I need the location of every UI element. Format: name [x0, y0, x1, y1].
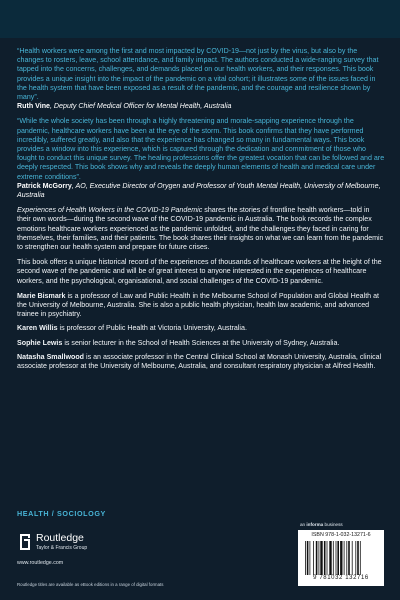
ebook-note: Routledge titles are available as eBook editions in a range of digital formats [17, 582, 164, 587]
endorser-name-2: Patrick McGorry [17, 181, 72, 190]
author-name: Natasha Smallwood [17, 352, 85, 361]
endorser-name-1: Ruth Vine [17, 102, 50, 111]
routledge-logo-icon [17, 532, 33, 552]
informa-brand: informa [306, 522, 324, 527]
author-bio-text: is an associate professor in the Central Clinical School at Monash University, Australia, clinical associate professor at the University of Melbourne, Australia, and consultant respiratory physician at Alfred Health. [17, 352, 382, 371]
author-bio-text: is senior lecturer in the School of Health Sciences at the University of Sydney, Australia. [62, 338, 340, 347]
subject-category: HEALTH / SOCIOLOGY [17, 509, 106, 518]
author-name: Karen Willis [17, 324, 58, 333]
isbn-label: ISBN 978-1-032-13271-6 [311, 532, 371, 538]
endorser-role-1: , Deputy Chief Medical Officer for Mental Health, Australia [49, 102, 232, 111]
informa-suffix: business [323, 522, 343, 527]
endorser-role-2: , AO, Executive Director of Orygen and Professor of Youth Mental Health, University of Melbourne, Australia [17, 181, 381, 200]
endorsement-quote-2: “While the whole society has been through a highly threatening and morale-sapping experience through the pandemic, healthcare workers have been at the eye of the storm. This book confirms that they have performed incredibly, suffered greatly, and also that the experience has changed so many in fundamental ways. This book provides a window into this experience, which is captured through the dedication and commitment of those who fought to conduct this unique survey. The healing professions offer the greatest vocation that can be followed and are deeply respected. This book shows why and reveals the deeply human elements of health and medical care under extreme conditions”. [17, 117, 385, 181]
publisher-name: Routledge [36, 532, 84, 544]
author-bio [17, 339, 385, 348]
author-bio [17, 292, 385, 320]
publisher-block [17, 530, 157, 570]
publisher-url[interactable]: www.routledge.com [17, 560, 64, 566]
book-description-2: This book offers a unique historical record of the experiences of thousands of healthcare workers at the height of the second wave of the pandemic and will be of great interest to anyone interested in the experiences of healthcare workers, and the psychological, organisational, and social challenges of the COVID-19 pandemic. [17, 258, 382, 285]
description-text-1: shares the stories of frontline health workers—told in their own words—during the second wave of the COVID-19 pandemic in Australia. The book records the complex emotions healthcare workers experienced as the pandemic unfolded, and the challenges they faced in caring for themselves, their families, and their patients. The book shares their insights on what we can learn from the pandemic to strengthen our health system and prepare for future crises. [17, 206, 384, 252]
author-bio-text: is a professor of Law and Public Health in the Melbourne School of Population and Global Health at the University of Melbourne, Australia. She is also a public health physician, health law academic, and advanced trainee in psychiatry. [17, 291, 380, 319]
author-name: Marie Bismark [17, 291, 66, 300]
barcode-box [298, 530, 384, 586]
informa-business-tag [300, 522, 343, 527]
publisher-group: Taylor & Francis Group [36, 545, 88, 551]
informa-prefix: an [300, 522, 307, 527]
endorsement-attribution-2 [17, 182, 385, 200]
author-name: Sophie Lewis [17, 338, 63, 347]
endorsement-quote-1: “Health workers were among the first and most impacted by COVID-19—not just by the virus, but also by the changes to rosters, leave, school attendance, and family impact. The authors conducted a wide-ranging survey that tapped into the concerns, challenges, and demands placed on our health workers, and their responses. This book provides a unique insight into the impact of the pandemic on a vital cohort; it illustrates some of the issues faced in the health system that have been exposed as a result of the pandemic, and the courage and resilience shown by many”. [17, 47, 379, 102]
author-bio-text: is professor of Public Health at Victoria University, Australia. [57, 324, 247, 333]
author-bio [17, 324, 385, 333]
endorsement-attribution-1 [17, 102, 385, 111]
barcode-icon [304, 541, 378, 575]
book-description-1 [17, 206, 385, 252]
book-title: Experiences of Health Workers in the COVID-19 Pandemic [17, 206, 203, 215]
barcode-digits: 9 781032 132716 [313, 575, 369, 581]
back-cover-text [17, 47, 385, 376]
author-bio [17, 353, 385, 371]
cover-top-strip [0, 0, 400, 38]
